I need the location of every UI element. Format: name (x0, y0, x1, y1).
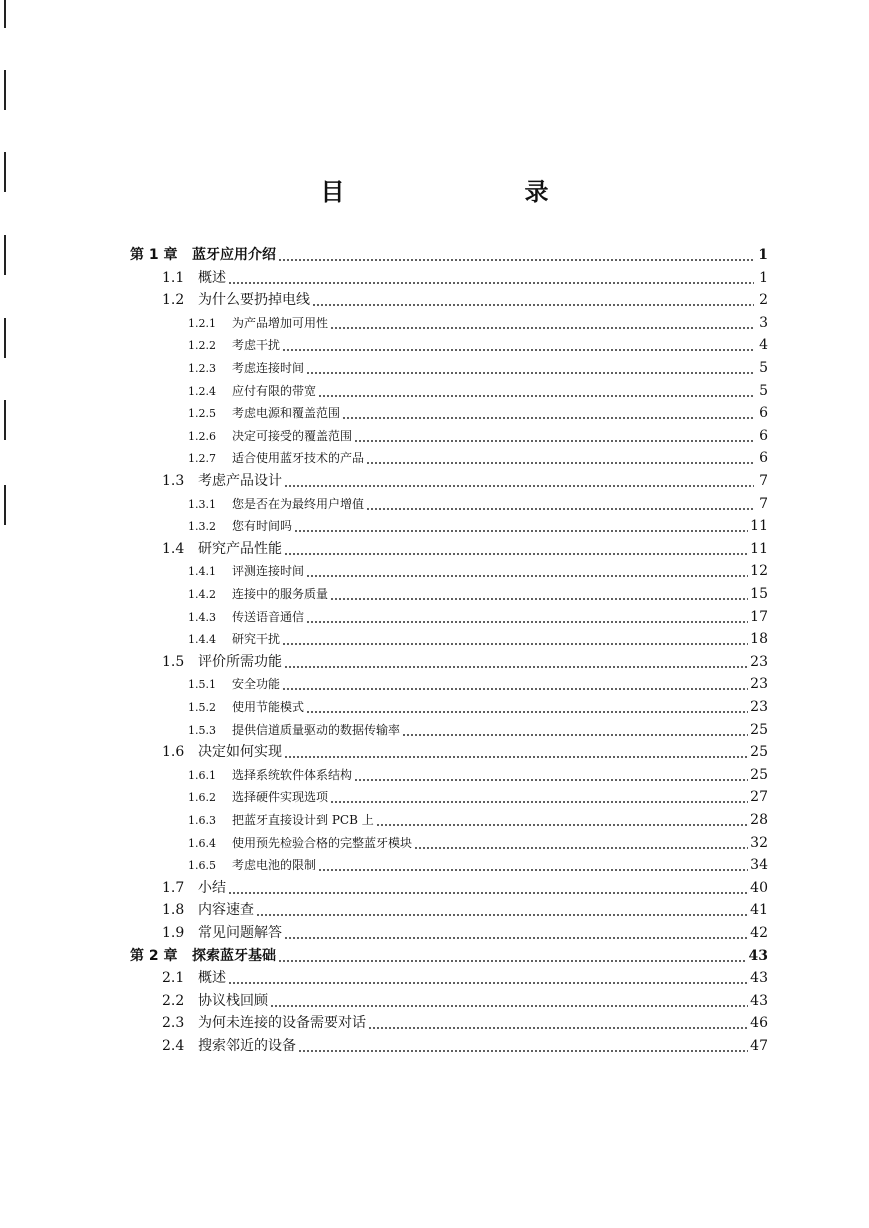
toc-entry-number: 1.2 (162, 292, 185, 308)
toc-entry[interactable] (188, 313, 768, 333)
toc-entry-number: 1.6.1 (188, 769, 216, 782)
toc-entry-number: 1.6.4 (188, 837, 216, 850)
toc-entry-page: 2 (759, 292, 768, 308)
toc-entry-number: 2.1 (162, 970, 185, 986)
toc-entry-title: 适合使用蓝牙技术的产品 (232, 451, 365, 465)
toc-entry[interactable] (162, 1013, 768, 1033)
toc-entry-page: 43 (748, 948, 768, 964)
toc-entry-number: 1.5.3 (188, 724, 216, 737)
toc-entry-number: 1.9 (162, 925, 185, 941)
toc-entry-number: 1.2.5 (188, 407, 216, 420)
toc-dot-leader (330, 787, 748, 807)
toc-entry[interactable] (188, 810, 768, 830)
toc-entry-title: 您有时间吗 (232, 519, 293, 533)
toc-entry[interactable] (188, 697, 768, 717)
toc-entry-title: 安全功能 (232, 677, 281, 691)
toc-dot-leader (282, 335, 754, 355)
toc-entry-page: 5 (759, 383, 768, 399)
toc-entry[interactable] (162, 539, 768, 559)
toc-entry-title: 研究干扰 (232, 632, 281, 646)
toc-entry-title: 连接中的服务质量 (232, 587, 329, 601)
toc-entry-page: 43 (750, 993, 768, 1009)
toc-entry-page: 47 (750, 1038, 768, 1054)
toc-dot-leader (278, 245, 754, 265)
toc-dot-leader (414, 833, 748, 853)
toc-dot-leader (282, 629, 748, 649)
toc-dot-leader (368, 1013, 748, 1033)
toc-entry-title: 考虑连接时间 (232, 361, 305, 375)
toc-entry-title: 选择系统软件体系结构 (232, 768, 353, 782)
toc-entry-number: 1.1 (162, 270, 185, 286)
toc-entry[interactable] (188, 674, 768, 694)
toc-entry-title: 考虑产品设计 (198, 473, 282, 489)
toc-entry-number: 第 2 章 (130, 948, 178, 964)
toc-entry[interactable] (188, 787, 768, 807)
toc-entry[interactable] (188, 765, 768, 785)
toc-entry[interactable] (162, 991, 768, 1011)
toc-entry[interactable] (188, 494, 768, 514)
toc-entry-title: 您是否在为最终用户增值 (232, 497, 365, 511)
toc-entry[interactable] (188, 516, 768, 536)
toc-dot-leader (354, 426, 754, 446)
toc-entry[interactable] (188, 403, 768, 423)
toc-entry-number: 1.3 (162, 473, 185, 489)
toc-entry-number: 1.4.1 (188, 565, 216, 578)
toc-entry[interactable] (162, 290, 768, 310)
toc-entry-title: 选择硬件实现选项 (232, 790, 329, 804)
toc-entry-title: 决定可接受的覆盖范围 (232, 429, 353, 443)
toc-entry[interactable] (162, 652, 768, 672)
toc-entry-number: 1.8 (162, 902, 185, 918)
toc-dot-leader (282, 674, 748, 694)
toc-dot-leader (354, 765, 748, 785)
toc-entry-number: 1.4 (162, 541, 185, 557)
toc-entry[interactable] (188, 561, 768, 581)
toc-entry-number: 1.2.1 (188, 317, 216, 330)
toc-dot-leader (306, 561, 748, 581)
toc-dot-leader (318, 855, 748, 875)
toc-entry-title: 应付有限的带宽 (232, 384, 317, 398)
toc-entry-page: 1 (759, 270, 768, 286)
toc-entry[interactable] (188, 381, 768, 401)
toc-entry-page: 23 (750, 699, 768, 715)
toc-entry-number: 1.6 (162, 744, 185, 760)
toc-dot-leader (366, 494, 754, 514)
toc-entry[interactable] (188, 607, 768, 627)
toc-entry-number: 1.5.2 (188, 701, 216, 714)
toc-dot-leader (342, 403, 754, 423)
toc-entry-page: 12 (750, 563, 768, 579)
toc-entry-page: 6 (759, 405, 768, 421)
toc-entry-page: 25 (750, 767, 768, 783)
toc-entry[interactable] (162, 1036, 768, 1056)
toc-entry-number: 2.3 (162, 1015, 185, 1031)
toc-entry-page: 34 (750, 857, 768, 873)
toc-dot-leader (256, 900, 748, 920)
toc-entry-number: 1.3.1 (188, 498, 216, 511)
toc-dot-leader (284, 652, 748, 672)
toc-entry-page: 28 (750, 812, 768, 828)
toc-entry-page: 27 (750, 789, 768, 805)
toc-entry-page: 46 (750, 1015, 768, 1031)
toc-entry-page: 25 (750, 744, 768, 760)
toc-entry[interactable] (188, 629, 768, 649)
toc-entry-number: 1.4.3 (188, 611, 216, 624)
toc-entry[interactable] (188, 584, 768, 604)
toc-entry-page: 6 (759, 450, 768, 466)
toc-entry-title: 为何未连接的设备需要对话 (198, 1015, 366, 1031)
toc-entry-number: 1.2.4 (188, 385, 216, 398)
toc-entry-title: 为产品增加可用性 (232, 316, 329, 330)
toc-entry-page: 17 (750, 609, 768, 625)
toc-entry-number: 1.2.7 (188, 452, 216, 465)
toc-entry-title: 常见问题解答 (198, 925, 282, 941)
toc-dot-leader (306, 358, 754, 378)
toc-entry-title: 把蓝牙直接设计到 PCB 上 (232, 813, 374, 827)
toc-entry-title: 使用节能模式 (232, 700, 305, 714)
toc-entry[interactable] (188, 335, 768, 355)
toc-entry-number: 1.5 (162, 654, 185, 670)
toc-entry-title: 探索蓝牙基础 (192, 948, 276, 964)
toc-entry-page: 11 (750, 518, 768, 534)
toc-entry[interactable] (162, 471, 768, 491)
toc-entry-number: 2.4 (162, 1038, 185, 1054)
toc-dot-leader (402, 720, 748, 740)
toc-entry-title: 内容速查 (198, 902, 254, 918)
toc-entry-page: 5 (759, 360, 768, 376)
toc-entry-page: 6 (759, 428, 768, 444)
scan-edge-mark (4, 0, 6, 28)
toc-entry-page: 1 (758, 247, 768, 263)
toc-entry-number: 1.2.3 (188, 362, 216, 375)
toc-entry-page: 11 (750, 541, 768, 557)
toc-dot-leader (312, 290, 754, 310)
toc-entry-title: 决定如何实现 (198, 744, 282, 760)
toc-entry[interactable] (188, 833, 768, 853)
toc-entry-title: 使用预先检验合格的完整蓝牙模块 (232, 836, 413, 850)
toc-entry-title: 蓝牙应用介绍 (192, 247, 276, 263)
toc-dot-leader (306, 607, 748, 627)
toc-entry[interactable] (162, 900, 768, 920)
toc-dot-leader (228, 268, 754, 288)
toc-entry[interactable] (188, 855, 768, 875)
toc-entry-page: 32 (750, 835, 768, 851)
toc-entry-page: 43 (750, 970, 768, 986)
toc-dot-leader (306, 697, 748, 717)
toc-entry-title: 概述 (198, 270, 226, 286)
toc-entry-title: 评价所需功能 (198, 654, 282, 670)
toc-entry-title: 为什么要扔掉电线 (198, 292, 310, 308)
toc-entry-number: 1.3.2 (188, 520, 216, 533)
toc-entry-title: 提供信道质量驱动的数据传输率 (232, 723, 401, 737)
toc-entry[interactable] (130, 946, 768, 966)
toc-entry-title: 考虑电池的限制 (232, 858, 317, 872)
toc-dot-leader (284, 539, 748, 559)
toc-entry-page: 3 (759, 315, 768, 331)
toc-entry-page: 15 (750, 586, 768, 602)
toc-entry-number: 1.2.2 (188, 339, 216, 352)
toc-dot-leader (278, 946, 747, 966)
toc-entry-number: 1.2.6 (188, 430, 216, 443)
toc-entry-number: 1.4.4 (188, 633, 216, 646)
toc-entry-page: 40 (750, 880, 768, 896)
toc-entry[interactable] (162, 742, 768, 762)
toc-entry-title: 考虑干扰 (232, 338, 281, 352)
toc-entry[interactable] (162, 923, 768, 943)
toc-entry-title: 传送语音通信 (232, 610, 305, 624)
toc-entry-title: 搜索邻近的设备 (198, 1038, 296, 1054)
toc-entry-title: 研究产品性能 (198, 541, 282, 557)
toc-entry-page: 41 (750, 902, 768, 918)
page-title: 目 录 (320, 178, 593, 206)
toc-entry-page: 25 (750, 722, 768, 738)
toc-entry-page: 18 (750, 631, 768, 647)
toc-entry-page: 7 (759, 473, 768, 489)
toc-entry-number: 1.5.1 (188, 678, 216, 691)
toc-entry-title: 小结 (198, 880, 226, 896)
toc-entry[interactable] (188, 358, 768, 378)
toc-entry[interactable] (162, 878, 768, 898)
toc-entry-title: 协议栈回顾 (198, 993, 268, 1009)
toc-entry-page: 42 (750, 925, 768, 941)
toc-dot-leader (284, 923, 748, 943)
toc-dot-leader (330, 313, 754, 333)
toc-entry-number: 1.6.2 (188, 791, 216, 804)
toc-entry[interactable] (162, 268, 768, 288)
toc-entry-number: 1.4.2 (188, 588, 216, 601)
toc-entry[interactable] (188, 426, 768, 446)
toc-entry[interactable] (162, 968, 768, 988)
toc-dot-leader (284, 471, 754, 491)
scan-edge-mark (4, 70, 6, 110)
toc-dot-leader (298, 1036, 748, 1056)
toc-entry-number: 1.6.5 (188, 859, 216, 872)
toc-entry[interactable] (188, 720, 768, 740)
toc-dot-leader (330, 584, 748, 604)
toc-dot-leader (228, 878, 748, 898)
toc-dot-leader (376, 810, 748, 830)
toc-dot-leader (228, 968, 748, 988)
toc-entry-page: 4 (759, 337, 768, 353)
toc-entry-number: 1.6.3 (188, 814, 216, 827)
toc-entry-number: 2.2 (162, 993, 185, 1009)
toc-entry-title: 概述 (198, 970, 226, 986)
toc-entry-number: 1.7 (162, 880, 185, 896)
toc-entry-page: 23 (750, 676, 768, 692)
toc-dot-leader (366, 448, 754, 468)
toc-entry[interactable] (188, 448, 768, 468)
toc-entry-title: 评测连接时间 (232, 564, 305, 578)
toc-dot-leader (318, 381, 754, 401)
toc-entry-page: 23 (750, 654, 768, 670)
toc-dot-leader (270, 991, 748, 1011)
toc-entry-title: 考虑电源和覆盖范围 (232, 406, 341, 420)
toc-dot-leader (284, 742, 748, 762)
toc-dot-leader (294, 516, 748, 536)
toc-entry[interactable] (130, 245, 768, 265)
table-of-contents (0, 245, 869, 1145)
toc-entry-number: 第 1 章 (130, 247, 178, 263)
toc-entry-page: 7 (759, 496, 768, 512)
